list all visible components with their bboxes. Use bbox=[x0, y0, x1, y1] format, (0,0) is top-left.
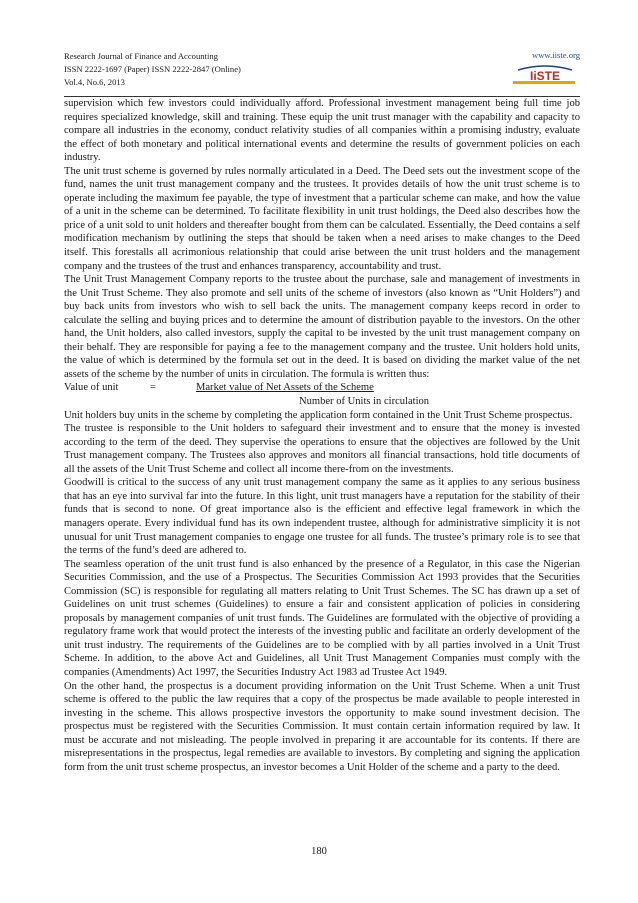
formula-equals: = bbox=[150, 382, 156, 394]
journal-url-link[interactable]: www.iiste.org bbox=[532, 50, 580, 60]
formula-line bbox=[64, 381, 580, 395]
journal-title: Research Journal of Finance and Accounting bbox=[64, 51, 218, 61]
paragraph: On the other hand, the prospectus is a document providing information on the Unit Trust Scheme. When a unit Trust scheme is offered to the public the law requires that a copy of the prospectus be made available to people interested in investing in the scheme. This allows prospective investors the opportunity to make sound investment decision. The prospectus must be registered with the Securities Commission. It must contain certain information required by law. It must be accurate and not misleading. The people involved in preparing it are accountable for its contents. If there are misrepresentations in the prospectus, legal remedies are available to investors. By completing and signing the application form from the unit trust scheme prospectus, an investor becomes a Unit Holder of the scheme and a party to the deed. bbox=[64, 680, 580, 773]
paragraph: The seamless operation of the unit trust fund is also enhanced by the presence of a Regulator, in this case the Nigerian Securities Commission, and the use of a Prospectus. The Securities Commission Act 1993 provides that the Securities Commission (SC) is responsible for regulating all matters relating to Unit Trust Schemes. The SC has drawn up a set of Guidelines on unit trust schemes (Guidelines) to ensure a fair and consistent application of policies in considering proposals by management companies of unit trust funds. The Guidelines are formulated with the objective of providing a regulatory frame work that would protect the interests of the investing public and facilitate an orderly development of the unit trust industry. The requirements of the Guidelines are to be complied with by all parties involved in a Unit Trust Scheme. In addition, to the above Act and Guidelines, all Unit Trust Management Companies must comply with the companies (Amendments) Act 1997, the Securities Industry Act 1983 ad Trustee Act 1949. bbox=[64, 558, 580, 678]
journal-volume: Vol.4, No.6, 2013 bbox=[64, 77, 125, 87]
iiste-logo bbox=[510, 64, 580, 90]
page-number: 180 bbox=[311, 846, 327, 857]
paragraph: Goodwill is critical to the success of any unit trust management company the same as it applies to any serious business that has an eye into survival far into the future. In this light, unit trust managers have a reputation for the stability of their funds that is second to none. Of great importance also is the efficient and effective legal framework in which the managers operate. Every individual fund has its own independent trustee, although for administrative simplicity it is not unusual for unit Trust management companies to engage one trustee for all funds. The trustee’s primary role is to see that the terms of the fund’s deed are adhered to. bbox=[64, 477, 580, 557]
formula-denominator-line bbox=[64, 395, 580, 409]
paragraph: The trustee is responsible to the Unit holders to safeguard their investment and to ensure that the money is invested according to the term of the deed. They supervise the operations to ensure that the objectives are followed by the Unit Trust management company. The Trustees also approves and monitors all financial transactions, hold title documents of all the assets of the Unit Trust Scheme and collect all income there-from on the investments. bbox=[64, 423, 580, 475]
formula-numerator: Market value of Net Assets of the Scheme bbox=[196, 382, 374, 394]
paragraph: The Unit Trust Management Company reports to the trustee about the purchase, sale and management of investments in the Unit Trust Scheme. They also promote and sell units of the scheme of investors (also known as “Unit Holders”) and buy back units from investors who wish to sell back the units. The management company keeps record in order to calculate the selling and buying prices and to determine the amount of distribution payable to the investors. On the other hand, the Unit holders, also called investors, supply the capital to be invested by the unit trust management company on their behalf. They are responsible for paying a fee to the management company and the trustee. Unit holders hold units, the value of which is determined by the formula set out in the deed. It is based on dividing the market value of the net assets of the scheme by the number of units in circulation. The formula is written thus: bbox=[64, 274, 580, 380]
formula-denominator: Number of Units in circulation bbox=[299, 396, 430, 408]
paragraph: The unit trust scheme is governed by rules normally articulated in a Deed. The Deed sets out the investment scope of the fund, names the unit trust management company and the trustees. It provides details of how the unit trust scheme is to operate including the maximum fee payable, the type of investment that a particular scheme can make, and how the value of a unit in the scheme can be determined. To facilitate flexibility in unit trust holdings, the Deed also describes how the price of a unit sold to unit holders and thereafter bought from them can be calculated. Essentially, the Deed contains a self modification mechanism by outlining the steps that should be taken when a need arises to make changes to the Deed itself. This forestalls all acrimonious relationship that could arise between the unit trust holders and the management company and the trustees of the trust and enhances transparency, accountability and trust. bbox=[64, 165, 580, 272]
paragraph: supervision which few investors could individually afford. Professional investment management being full time job requires specialized knowledge, skill and training. These equip the unit trust manager with the capability and capacity to compare all industries in the economy, conduct relativity studies of all companies within a promising industry, evaluate the effect of both monetary and political international events and determine the results of government policies on each industry. bbox=[64, 98, 580, 164]
formula-lhs: Value of unit bbox=[64, 382, 119, 394]
article-body bbox=[64, 97, 580, 774]
journal-issn: ISSN 2222-1697 (Paper) ISSN 2222-2847 (Online) bbox=[64, 64, 241, 74]
paragraph: Unit holders buy units in the scheme by completing the application form contained in the Unit Trust Scheme prospectus. bbox=[64, 409, 573, 421]
journal-info bbox=[64, 50, 241, 89]
logo-text: IiSTE bbox=[529, 69, 561, 83]
